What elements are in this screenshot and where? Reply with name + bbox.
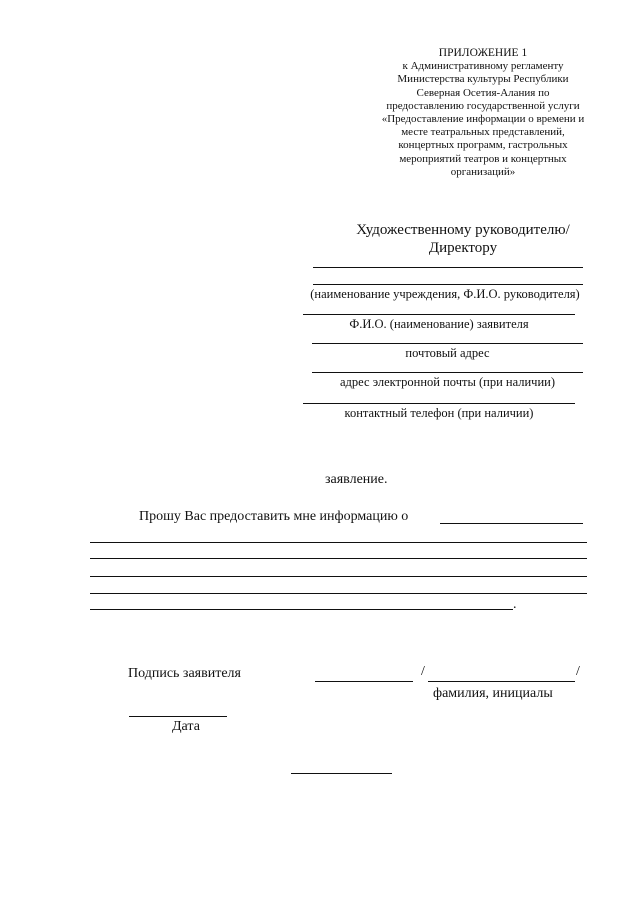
appendix-line: предоставлению государственной услуги xyxy=(386,99,580,112)
request-text: Прошу Вас предоставить мне информацию о xyxy=(139,509,409,524)
slash-right: / xyxy=(576,664,580,679)
addressee-line-2: Директору xyxy=(428,240,498,256)
blank-line-text-2[interactable] xyxy=(90,558,587,559)
appendix-line: организаций» xyxy=(450,165,516,178)
bottom-separator xyxy=(291,773,392,774)
addressee-line-1: Художественному руководителю/ xyxy=(356,222,570,238)
addressee-block xyxy=(318,221,608,257)
postal-caption: почтовый адрес xyxy=(405,346,490,360)
appendix-line: к Административному регламенту xyxy=(402,60,564,73)
blank-line-text-4[interactable] xyxy=(90,593,587,594)
blank-line-email[interactable] xyxy=(312,372,583,373)
slash-left: / xyxy=(421,664,425,679)
appendix-line: месте театральных представлений, xyxy=(401,126,565,139)
email-caption: адрес электронной почты (при наличии) xyxy=(340,375,555,389)
blank-line-text-3[interactable] xyxy=(90,576,587,577)
blank-line-postal[interactable] xyxy=(312,343,583,344)
appendix-line: Северная Осетия-Алания по xyxy=(416,86,550,99)
blank-line-request-topic[interactable] xyxy=(440,523,583,524)
applicant-caption: Ф.И.О. (наименование) заявителя xyxy=(349,317,529,331)
date-label: Дата xyxy=(172,719,200,734)
blank-line-institution-1[interactable] xyxy=(313,267,583,268)
appendix-line: Министерства культуры Республики xyxy=(397,73,569,86)
blank-line-name[interactable] xyxy=(428,681,575,682)
appendix-line: «Предоставление информации о времени и xyxy=(381,113,585,126)
blank-line-phone[interactable] xyxy=(303,403,575,404)
text-end-dot: . xyxy=(513,597,517,612)
appendix-title: ПРИЛОЖЕНИЕ 1 xyxy=(438,47,528,59)
institution-caption: (наименование учреждения, Ф.И.О. руководителя) xyxy=(310,287,580,301)
signature-label: Подпись заявителя xyxy=(128,666,241,681)
appendix-header xyxy=(358,47,608,179)
appendix-line: мероприятий театров и концертных xyxy=(399,152,567,165)
blank-line-signature[interactable] xyxy=(315,681,413,682)
blank-line-applicant[interactable] xyxy=(303,314,575,315)
phone-caption: контактный телефон (при наличии) xyxy=(344,406,534,420)
statement-title: заявление. xyxy=(325,472,388,487)
blank-line-date[interactable] xyxy=(129,716,227,717)
appendix-line: концертных программ, гастрольных xyxy=(398,139,568,152)
blank-line-institution-2[interactable] xyxy=(313,284,583,285)
blank-line-text-1[interactable] xyxy=(90,542,587,543)
name-caption: фамилия, инициалы xyxy=(433,686,553,701)
blank-line-text-5[interactable] xyxy=(90,609,513,610)
